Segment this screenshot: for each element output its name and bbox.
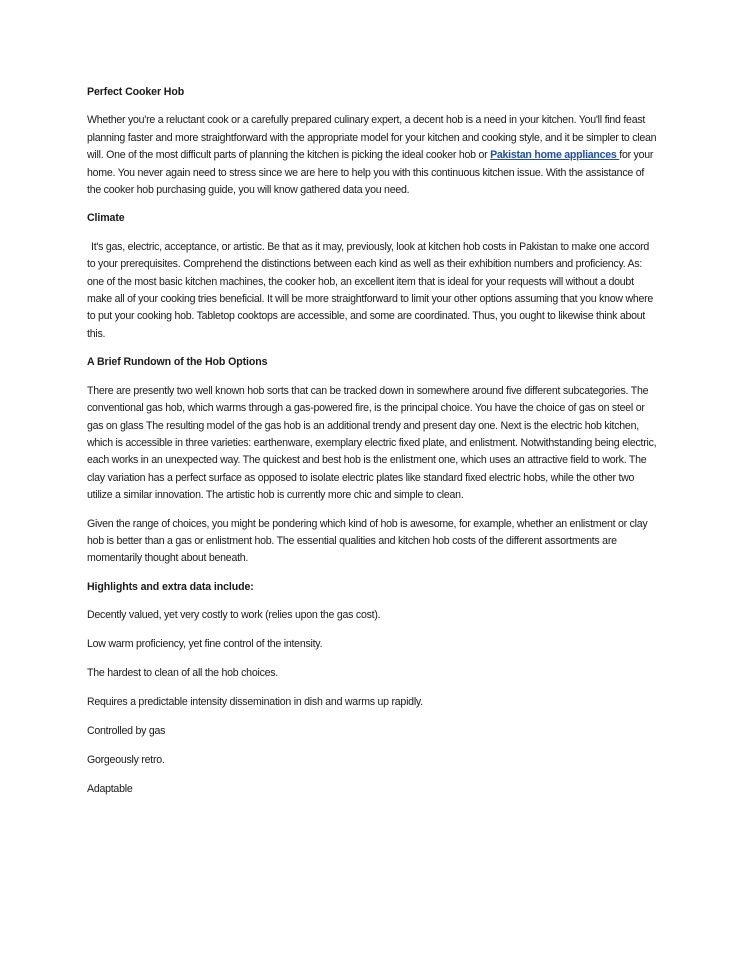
climate-paragraph: It's gas, electric, acceptance, or artistic. Be that as it may, previously, look at kitchen hob costs in Pakistan to make one accord to your prerequisites. Comprehend the distinctions between each kind as well as their exhibition numbers and proficiency. As: one of the most basic kitchen machines, the cooker hob, an excellent item that is ideal for your requests will without a doubt make all of your cooking tries beneficial. It will be more straightforward to limit your other options assuming that you know where to put your cooking hob. Tabletop cooktops are accessible, and some are coordinated. Thus, you ought to likewise think about this. [87,240,654,340]
hob-options-paragraph-2: Given the range of choices, you might be pondering which kind of hob is awesome, for example, whether an enlistment or clay hob is better than a gas or enlistment hob. The essential qualities and kitchen hob costs of the different assortments are momentarily thought about beneath. [87,517,648,565]
highlight-item: Gorgeously retro. [87,754,165,767]
highlight-item: Decently valued, yet very costly to work (relies upon the gas cost). [87,609,381,622]
pakistan-home-appliances-link[interactable]: Pakistan home appliances [490,149,620,162]
highlight-item: Adaptable [87,783,133,796]
intro-paragraph [87,112,659,199]
document-page [87,84,659,810]
intro-text-after-link: for your home. You never again need to stress since we are here to help you with this continuous kitchen issue. With the assistance of the cooker hob purchasing guide, you will know gathered data you need. [87,149,654,197]
highlights-heading: Highlights and extra data include: [87,580,254,593]
intro-text-before-link: Whether you're a reluctant cook or a carefully prepared culinary expert, a decent hob is a need in your kitchen. You'll find feast planning faster and more straightforward with the appropriate model for your kitchen and cooking style, and it be simpler to clean will. One of the most difficult parts of planning the kitchen is picking the ideal cooker hob or [87,114,657,162]
hob-options-paragraph-1: There are presently two well known hob sorts that can be tracked down in somewhere around five different subcategories. The conventional gas hob, which warms through a gas-powered fire, is the principal choice. You have the choice of gas on steel or gas on glass The resulting model of the gas hob is an additional trendy and present day one. Next is the electric hob kitchen, which is accessible in three varieties: earthenware, exemplary electric fixed plate, and enlistment. Notwithstanding being electric, each works in an unexpected way. The quickest and best hob is the enlistment one, which uses an attractive field to work. The clay variation has a perfect surface as opposed to isolate electric plates like standard fixed electric hobs, while the other two utilize a similar innovation. The artistic hob is currently more chic and simple to clean. [87,384,657,502]
climate-heading: Climate [87,212,125,225]
highlight-item: The hardest to clean of all the hob choices. [87,667,278,680]
highlight-item: Requires a predictable intensity dissemination in dish and warms up rapidly. [87,696,423,709]
highlight-item: Controlled by gas [87,725,166,738]
highlight-item: Low warm proficiency, yet fine control of the intensity. [87,638,323,651]
document-title: Perfect Cooker Hob [87,86,185,98]
hob-options-heading: A Brief Rundown of the Hob Options [87,356,268,369]
